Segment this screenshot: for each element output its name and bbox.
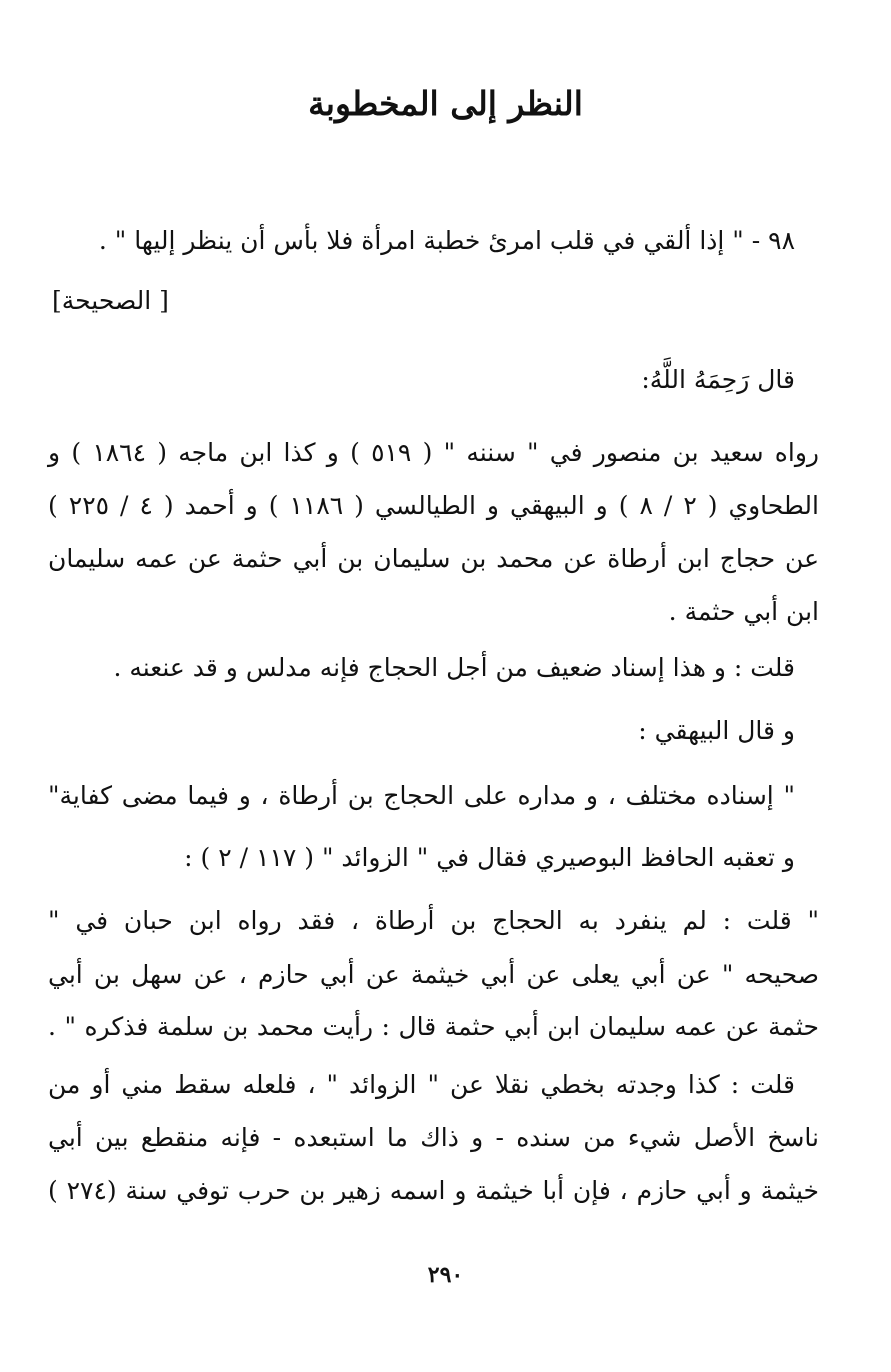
body-line: حثمة عن عمه سليمان ابن أبي حثمة قال : رأيت محمد بن سلمة فذكره " . [48, 1012, 819, 1041]
page-title: النظر إلى المخطوبة [308, 84, 583, 123]
body-line: " إسناده مختلف ، و مداره على الحجاج بن أرطاة ، و فيما مضى كفاية" [48, 781, 795, 810]
body-line: الطحاوي ( ٢ / ٨ ) و البيهقي و الطيالسي ( ١١٨٦ ) و أحمد ( ٤ / ٢٢٥ ) [48, 491, 819, 520]
grade-tag: [ الصحيحة] [52, 286, 169, 315]
body-line: قلت : و هذا إسناد ضعيف من أجل الحجاج فإنه مدلس و قد عنعنه . [113, 653, 795, 682]
body-line: قال رَحِمَهُ اللَّهُ: [641, 365, 795, 394]
body-line: خيثمة و أبي حازم ، فإن أبا خيثمة و اسمه زهير بن حرب توفي سنة (٢٧٤ ) [48, 1176, 819, 1205]
body-line: قلت : كذا وجدته بخطي نقلا عن " الزوائد " ، فلعله سقط مني أو من [48, 1070, 795, 1099]
body-line: ابن أبي حثمة . [668, 597, 819, 626]
body-line: و تعقبه الحافظ البوصيري فقال في " الزوائد " ( ١١٧ / ٢ ) : [184, 843, 795, 872]
hadith-text: ٩٨ - " إذا ألقي في قلب امرئ خطبة امرأة فلا بأس أن ينظر إليها " . [98, 226, 795, 255]
body-line: " قلت : لم ينفرد به الحجاج بن أرطاة ، فقد رواه ابن حبان في " [48, 906, 819, 935]
body-line: ناسخ الأصل شيء من سنده - و ذاك ما استبعده - فإنه منقطع بين أبي [48, 1123, 819, 1152]
body-line: و قال البيهقي : [638, 716, 795, 745]
body-line: صحيحه " عن أبي يعلى عن أبي خيثمة عن أبي حازم ، عن سهل بن أبي [48, 960, 819, 989]
page-number: ٢٩٠ [427, 1262, 464, 1288]
body-line: عن حجاج ابن أرطاة عن محمد بن سليمان بن أبي حثمة عن عمه سليمان [48, 544, 819, 573]
body-line: رواه سعيد بن منصور في " سننه " ( ٥١٩ ) و كذا ابن ماجه ( ١٨٦٤ ) و [48, 438, 819, 467]
